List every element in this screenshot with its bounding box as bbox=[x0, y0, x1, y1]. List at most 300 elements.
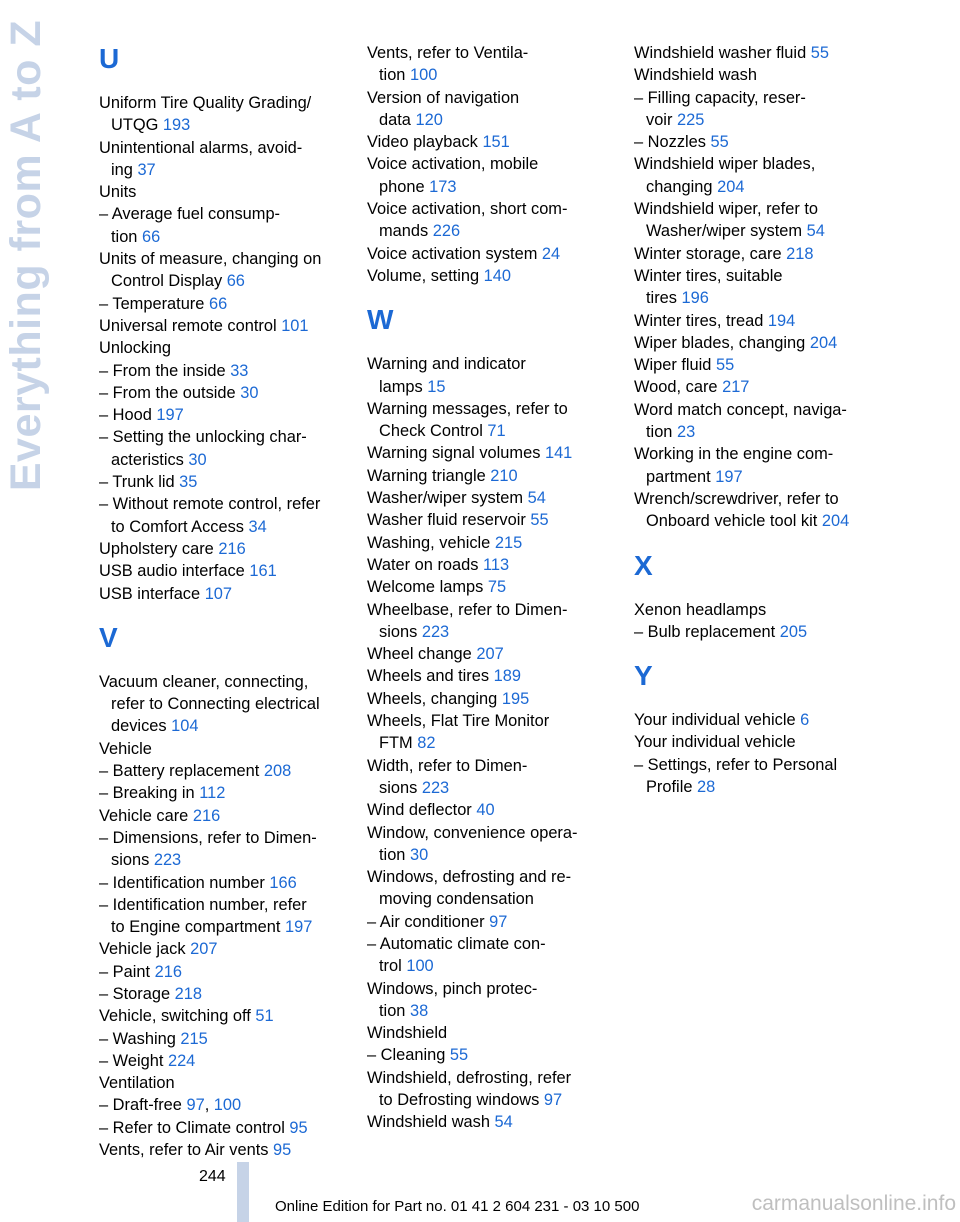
entry-text: – Settings, refer to Personal bbox=[634, 755, 838, 774]
entry-text: tion bbox=[379, 66, 410, 85]
page-link[interactable]: 71 bbox=[487, 422, 506, 441]
entry-text: Vacuum cleaner, connecting, bbox=[99, 672, 309, 691]
entry-text: Washer/wiper system bbox=[646, 222, 807, 241]
entry-text: Washer fluid reservoir bbox=[367, 511, 531, 530]
page-link[interactable]: 97 bbox=[489, 912, 508, 931]
page-link[interactable]: 217 bbox=[722, 378, 750, 397]
index-entry bbox=[634, 731, 884, 753]
index-entry bbox=[99, 426, 347, 471]
index-entry bbox=[367, 265, 617, 287]
index-entry bbox=[634, 265, 884, 310]
entry-text: Windshield wash bbox=[367, 1113, 495, 1132]
index-entry bbox=[367, 554, 617, 576]
entry-text: Voice activation, short com- bbox=[367, 200, 568, 219]
entry-text: FTM bbox=[379, 734, 418, 753]
page-link[interactable]: 216 bbox=[154, 962, 182, 981]
page-link[interactable]: 151 bbox=[482, 133, 510, 152]
entry-text: Vents, refer to Air vents bbox=[99, 1141, 274, 1160]
index-entry bbox=[99, 583, 347, 605]
index-entry bbox=[634, 332, 884, 354]
index-entry bbox=[634, 399, 884, 444]
index-entry bbox=[99, 894, 347, 939]
page-link[interactable]: 161 bbox=[249, 562, 277, 581]
index-entry bbox=[634, 87, 884, 132]
entry-text: – Battery replacement bbox=[99, 762, 264, 781]
entry-text: – Without remote control, refer bbox=[99, 495, 321, 514]
entry-text: sions bbox=[379, 778, 422, 797]
entry-text: Xenon headlamps bbox=[634, 600, 767, 619]
page-link[interactable]: 55 bbox=[715, 356, 735, 375]
page-link[interactable]: 75 bbox=[487, 578, 507, 597]
page-link[interactable]: 204 bbox=[717, 177, 745, 196]
index-entry bbox=[99, 1050, 347, 1072]
entry-text: to Engine compartment bbox=[111, 918, 286, 937]
page-link[interactable]: 225 bbox=[676, 110, 705, 129]
page-link[interactable]: 197 bbox=[285, 918, 313, 937]
index-entry bbox=[367, 799, 617, 821]
page-link[interactable]: 15 bbox=[427, 377, 446, 396]
index-entry bbox=[99, 538, 347, 560]
index-entry bbox=[367, 688, 617, 710]
page-link[interactable]: 204 bbox=[809, 333, 838, 352]
entry-text: USB audio interface bbox=[99, 562, 250, 581]
index-entry bbox=[367, 442, 617, 464]
page-link[interactable]: 210 bbox=[490, 466, 518, 485]
entry-text: Windshield wiper blades, bbox=[634, 155, 816, 174]
entry-text: Windshield, defrosting, refer bbox=[367, 1068, 572, 1087]
entry-text: – Dimensions, refer to Dimen- bbox=[99, 828, 317, 847]
page-link[interactable]: 38 bbox=[409, 1001, 429, 1020]
index-entry bbox=[99, 203, 347, 248]
index-entry bbox=[99, 360, 347, 382]
index-entry bbox=[634, 443, 884, 488]
entry-text: Vehicle care bbox=[99, 806, 193, 825]
entry-text: tion bbox=[646, 423, 677, 442]
entry-text: voir bbox=[646, 110, 677, 129]
index-entry bbox=[634, 599, 884, 621]
index-entry bbox=[367, 866, 617, 911]
page-link[interactable]: 113 bbox=[483, 555, 510, 574]
index-entry bbox=[634, 709, 884, 731]
entry-text: ing bbox=[111, 160, 138, 179]
index-entry bbox=[634, 153, 884, 198]
index-entry bbox=[99, 337, 347, 359]
entry-text: Vehicle jack bbox=[99, 940, 191, 959]
page-link[interactable]: 197 bbox=[156, 406, 184, 425]
entry-text: Winter tires, suitable bbox=[634, 266, 783, 285]
index-entry bbox=[367, 87, 617, 132]
page-link[interactable]: 216 bbox=[192, 806, 221, 825]
entry-text: Welcome lamps bbox=[367, 578, 488, 597]
entry-text: Vents, refer to Ventila- bbox=[367, 44, 529, 62]
index-entry bbox=[367, 1022, 617, 1044]
page-link[interactable]: 40 bbox=[476, 801, 495, 820]
entry-text: moving condensation bbox=[379, 890, 534, 909]
index-entry bbox=[367, 532, 617, 554]
page-link[interactable]: 100 bbox=[406, 957, 434, 976]
entry-text: tion bbox=[379, 845, 410, 864]
index-entry bbox=[634, 131, 884, 153]
page-link[interactable]: 6 bbox=[800, 711, 810, 730]
entry-text: to Defrosting windows bbox=[379, 1091, 544, 1110]
page-link[interactable]: 218 bbox=[174, 984, 202, 1003]
entry-text: tires bbox=[646, 289, 682, 308]
entry-text: – Trunk lid bbox=[99, 473, 180, 492]
entry-text: Windshield bbox=[367, 1024, 448, 1043]
entry-text: tion bbox=[111, 227, 142, 246]
page-link[interactable]: 37 bbox=[137, 160, 156, 179]
index-entry bbox=[99, 805, 347, 827]
index-entry bbox=[367, 1111, 617, 1133]
page-link[interactable]: 141 bbox=[544, 444, 573, 463]
page-link[interactable]: 34 bbox=[248, 517, 267, 536]
entry-text: – Temperature bbox=[99, 294, 209, 313]
index-entry bbox=[634, 310, 884, 332]
entry-text: changing bbox=[646, 177, 718, 196]
page-link[interactable]: 97 bbox=[543, 1091, 563, 1110]
entry-text: Warning and indicator bbox=[367, 355, 526, 374]
page-link[interactable]: 224 bbox=[167, 1051, 196, 1070]
page-link[interactable]: 120 bbox=[415, 110, 443, 129]
page-link[interactable]: 196 bbox=[681, 289, 709, 308]
page-link[interactable]: 173 bbox=[429, 177, 457, 196]
index-entry bbox=[634, 621, 884, 643]
index-entry bbox=[99, 1117, 347, 1139]
footer-bar bbox=[237, 1162, 249, 1222]
index-entry bbox=[99, 92, 347, 137]
index-entry bbox=[367, 755, 617, 800]
index-entry bbox=[99, 983, 347, 1005]
page-link[interactable]: 55 bbox=[449, 1046, 469, 1065]
index-entry bbox=[367, 665, 617, 687]
entry-text: partment bbox=[646, 467, 716, 486]
entry-text: – Identification number bbox=[99, 873, 270, 892]
index-entry bbox=[99, 872, 347, 894]
index-column-3 bbox=[634, 42, 884, 798]
index-entry bbox=[99, 293, 347, 315]
entry-text: Window, convenience opera- bbox=[367, 823, 578, 842]
index-entry bbox=[367, 42, 617, 87]
index-entry bbox=[99, 1139, 347, 1161]
index-entry bbox=[99, 671, 347, 738]
entry-text: Wiper fluid bbox=[634, 356, 716, 375]
index-entry bbox=[634, 754, 884, 799]
entry-text: Warning messages, refer to bbox=[367, 399, 568, 418]
entry-text: data bbox=[379, 110, 416, 129]
entry-text: Profile bbox=[646, 778, 698, 797]
entry-text: Units of measure, changing on bbox=[99, 250, 322, 269]
entry-text: Wiper blades, changing bbox=[634, 333, 810, 352]
index-entry bbox=[99, 782, 347, 804]
page-link[interactable]: 97 bbox=[186, 1096, 205, 1115]
page-link[interactable]: 215 bbox=[494, 533, 523, 552]
entry-text: – Filling capacity, reser- bbox=[634, 88, 806, 107]
index-entry bbox=[99, 938, 347, 960]
page-link[interactable]: 51 bbox=[255, 1007, 274, 1026]
page-link[interactable]: 226 bbox=[432, 222, 461, 241]
entry-text: Wheel change bbox=[367, 645, 477, 664]
page-link[interactable]: 193 bbox=[162, 116, 191, 135]
entry-text: Windshield washer fluid bbox=[634, 44, 811, 62]
index-entry bbox=[634, 488, 884, 533]
index-letter-heading: V bbox=[99, 621, 118, 653]
entry-text: Control Display bbox=[111, 272, 227, 291]
entry-text: Voice activation system bbox=[367, 244, 542, 263]
index-entry bbox=[367, 131, 617, 153]
entry-text: Windows, defrosting and re- bbox=[367, 868, 572, 887]
entry-text: USB interface bbox=[99, 584, 205, 603]
page-link[interactable]: 23 bbox=[676, 423, 696, 442]
index-letter-heading: U bbox=[99, 43, 120, 74]
footer-edition: Online Edition for Part no. 01 41 2 604 231 - 03 10 500 bbox=[275, 1198, 640, 1215]
page-link[interactable]: 223 bbox=[421, 622, 450, 641]
index-entry bbox=[99, 1094, 347, 1116]
entry-text: acteristics bbox=[111, 450, 189, 469]
page-link[interactable]: 101 bbox=[281, 316, 309, 335]
entry-text: – Nozzles bbox=[634, 133, 711, 152]
page-link[interactable]: 100 bbox=[213, 1096, 242, 1115]
watermark: carmanualsonline.info bbox=[751, 1192, 956, 1215]
page-link[interactable]: 55 bbox=[810, 44, 829, 62]
page-link[interactable]: 107 bbox=[204, 584, 233, 603]
side-title: Everything from A to Z bbox=[2, 19, 51, 491]
index-entry bbox=[367, 599, 617, 644]
index-entry bbox=[367, 978, 617, 1023]
index-entry bbox=[99, 1005, 347, 1027]
entry-text: Wheels, Flat Tire Monitor bbox=[367, 712, 550, 731]
page-link[interactable]: 30 bbox=[188, 450, 207, 469]
entry-text: Voice activation, mobile bbox=[367, 155, 539, 174]
index-entry bbox=[99, 315, 347, 337]
page-link[interactable]: 28 bbox=[697, 778, 716, 797]
page-link[interactable]: 82 bbox=[417, 734, 436, 753]
entry-text: Check Control bbox=[379, 422, 488, 441]
entry-text: – Breaking in bbox=[99, 784, 200, 803]
page-link[interactable]: 66 bbox=[226, 272, 245, 291]
entry-text: – From the outside bbox=[99, 383, 241, 402]
entry-text: UTQG bbox=[111, 116, 163, 135]
entry-text: Onboard vehicle tool kit bbox=[646, 512, 822, 531]
index-entry bbox=[367, 1044, 617, 1066]
page-link[interactable]: 55 bbox=[530, 511, 549, 530]
side-tab bbox=[2, 19, 52, 491]
index-entry bbox=[99, 382, 347, 404]
entry-text: sions bbox=[379, 622, 422, 641]
entry-text: Universal remote control bbox=[99, 316, 282, 335]
page-link[interactable]: 55 bbox=[710, 133, 729, 152]
entry-text: Ventilation bbox=[99, 1074, 175, 1093]
index-entry bbox=[367, 153, 617, 198]
entry-text: Volume, setting bbox=[367, 266, 484, 285]
page-link[interactable]: 95 bbox=[273, 1141, 292, 1160]
entry-text: Uniform Tire Quality Grading/ bbox=[99, 94, 312, 112]
page-link[interactable]: 30 bbox=[240, 383, 259, 402]
page-link[interactable]: 112 bbox=[199, 784, 226, 803]
index-entry bbox=[99, 471, 347, 493]
index-entry bbox=[99, 1072, 347, 1094]
index-entry bbox=[99, 181, 347, 203]
entry-text: – Washing bbox=[99, 1029, 181, 1048]
entry-text: Vehicle bbox=[99, 739, 152, 758]
entry-text: sions bbox=[111, 851, 154, 870]
entry-text: – Paint bbox=[99, 962, 155, 981]
index-entry bbox=[367, 353, 617, 398]
index-entry bbox=[99, 404, 347, 426]
index-column-1 bbox=[99, 42, 347, 1161]
entry-text: Winter storage, care bbox=[634, 244, 787, 263]
entry-text: Wind deflector bbox=[367, 801, 477, 820]
page-link[interactable]: 166 bbox=[269, 873, 297, 892]
entry-text: devices bbox=[111, 717, 172, 736]
page-link[interactable]: 195 bbox=[501, 689, 530, 708]
page-link[interactable]: 35 bbox=[179, 473, 198, 492]
index-entry bbox=[99, 961, 347, 983]
entry-text: Winter tires, tread bbox=[634, 311, 768, 330]
index-entry bbox=[99, 738, 347, 760]
index-entry bbox=[634, 376, 884, 398]
page-link[interactable]: 216 bbox=[218, 539, 246, 558]
index-entry bbox=[367, 465, 617, 487]
page-link[interactable]: 95 bbox=[289, 1118, 308, 1137]
index-entry bbox=[99, 137, 347, 182]
index-entry bbox=[367, 911, 617, 933]
entry-text: Washer/wiper system bbox=[367, 489, 528, 508]
entry-text: Your individual vehicle bbox=[634, 733, 796, 752]
page-number: 244 bbox=[199, 1168, 226, 1185]
entry-text: Video playback bbox=[367, 133, 483, 152]
index-entry bbox=[634, 243, 884, 265]
entry-text: lamps bbox=[379, 377, 428, 396]
index-entry bbox=[634, 198, 884, 243]
entry-text: Unintentional alarms, avoid- bbox=[99, 138, 303, 157]
page-link[interactable]: 66 bbox=[141, 227, 161, 246]
entry-text: – From the inside bbox=[99, 361, 231, 380]
page-link[interactable]: 194 bbox=[767, 311, 796, 330]
page-link[interactable]: 223 bbox=[421, 778, 450, 797]
page-link[interactable]: 104 bbox=[171, 717, 199, 736]
index-entry bbox=[99, 560, 347, 582]
entry-text: Warning signal volumes bbox=[367, 444, 545, 463]
index-entry bbox=[367, 487, 617, 509]
entry-text: phone bbox=[379, 177, 430, 196]
page-link[interactable]: 24 bbox=[541, 244, 561, 263]
index-entry bbox=[367, 509, 617, 531]
page-link[interactable]: 140 bbox=[483, 266, 511, 285]
entry-text: Windshield wiper, refer to bbox=[634, 200, 819, 219]
entry-text: refer to Connecting electrical bbox=[111, 695, 320, 714]
entry-text: Version of navigation bbox=[367, 88, 520, 107]
entry-text: – Hood bbox=[99, 406, 157, 425]
entry-text: Word match concept, naviga- bbox=[634, 400, 847, 419]
index-letter-heading: X bbox=[634, 549, 653, 581]
entry-text: Width, refer to Dimen- bbox=[367, 756, 528, 775]
index-entry bbox=[367, 822, 617, 867]
page-link[interactable]: 197 bbox=[715, 467, 743, 486]
index-entry bbox=[367, 933, 617, 978]
entry-text: Vehicle, switching off bbox=[99, 1007, 256, 1026]
entry-text: Upholstery care bbox=[99, 539, 219, 558]
index-entry bbox=[367, 576, 617, 598]
index-entry bbox=[367, 198, 617, 243]
entry-text: Wheels and tires bbox=[367, 667, 494, 686]
index-entry bbox=[99, 493, 347, 538]
page-link[interactable]: 215 bbox=[180, 1029, 208, 1048]
page-link[interactable]: 66 bbox=[208, 294, 228, 313]
entry-text: – Automatic climate con- bbox=[367, 934, 546, 953]
page-link[interactable]: 30 bbox=[409, 845, 429, 864]
entry-text: – Average fuel consump- bbox=[99, 205, 281, 224]
entry-text: – Refer to Climate control bbox=[99, 1118, 290, 1137]
page-link[interactable]: 207 bbox=[190, 940, 218, 959]
entry-separator: , bbox=[204, 1096, 214, 1115]
index-entry bbox=[99, 248, 347, 293]
page-link[interactable]: 100 bbox=[409, 66, 438, 85]
page-link[interactable]: 33 bbox=[230, 361, 249, 380]
entry-text: Warning triangle bbox=[367, 466, 491, 485]
page-link[interactable]: 204 bbox=[821, 512, 850, 531]
index-entry bbox=[634, 64, 884, 86]
entry-text: to Comfort Access bbox=[111, 517, 249, 536]
page-link[interactable]: 54 bbox=[806, 222, 825, 241]
page-link[interactable]: 223 bbox=[153, 851, 182, 870]
entry-text: Wheels, changing bbox=[367, 689, 502, 708]
entry-text: – Cleaning bbox=[367, 1046, 450, 1065]
index-entry bbox=[367, 398, 617, 443]
entry-text: Water on roads bbox=[367, 555, 483, 574]
index-entry bbox=[367, 243, 617, 265]
index-entry bbox=[634, 354, 884, 376]
entry-text: Windows, pinch protec- bbox=[367, 979, 538, 998]
page-link[interactable]: 218 bbox=[786, 244, 814, 263]
entry-text: – Bulb replacement bbox=[634, 622, 780, 641]
entry-text: Units bbox=[99, 183, 137, 202]
entry-text: Working in the engine com- bbox=[634, 445, 834, 464]
page-link[interactable]: 205 bbox=[779, 622, 808, 641]
entry-text: Wrench/screwdriver, refer to bbox=[634, 489, 839, 508]
entry-text: Wood, care bbox=[634, 378, 723, 397]
index-entry bbox=[367, 1067, 617, 1112]
page-link[interactable]: 54 bbox=[494, 1113, 513, 1132]
index-column-2 bbox=[367, 42, 617, 1134]
entry-text: Washing, vehicle bbox=[367, 533, 495, 552]
entry-text: trol bbox=[379, 957, 407, 976]
index-letter-heading: W bbox=[367, 304, 394, 336]
page-link[interactable]: 189 bbox=[493, 667, 521, 686]
entry-text: – Setting the unlocking char- bbox=[99, 428, 307, 447]
entry-text: Your individual vehicle bbox=[634, 711, 801, 730]
index-entry bbox=[99, 1028, 347, 1050]
entry-text: – Air conditioner bbox=[367, 912, 490, 931]
page-link[interactable]: 208 bbox=[263, 762, 292, 781]
entry-text: – Storage bbox=[99, 984, 175, 1003]
index-entry bbox=[367, 710, 617, 755]
entry-text: Unlocking bbox=[99, 339, 171, 358]
index-entry bbox=[99, 827, 347, 872]
index-entry bbox=[99, 760, 347, 782]
page-link[interactable]: 207 bbox=[476, 645, 504, 664]
entry-text: – Identification number, refer bbox=[99, 895, 307, 914]
entry-text: Wheelbase, refer to Dimen- bbox=[367, 600, 568, 619]
page-link[interactable]: 54 bbox=[527, 489, 546, 508]
entry-text: mands bbox=[379, 222, 433, 241]
entry-text: Windshield wash bbox=[634, 66, 757, 85]
index-entry bbox=[634, 42, 884, 64]
index-letter-heading: Y bbox=[634, 660, 653, 692]
entry-text: – Weight bbox=[99, 1051, 168, 1070]
index-entry bbox=[367, 643, 617, 665]
entry-text: – Draft-free bbox=[99, 1096, 187, 1115]
entry-text: tion bbox=[379, 1001, 410, 1020]
